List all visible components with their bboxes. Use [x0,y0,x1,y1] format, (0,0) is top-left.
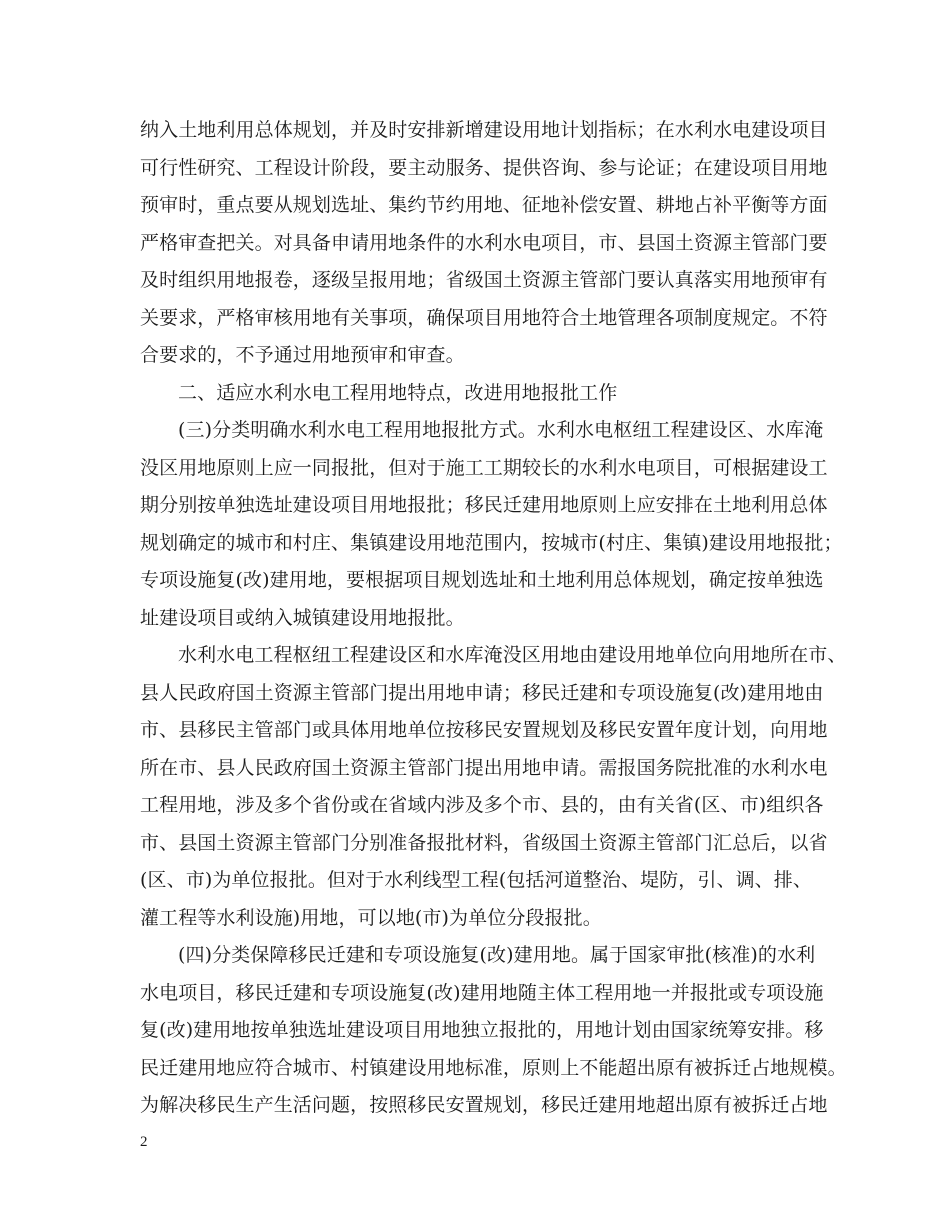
text-line: 为解决移民生产生活问题，按照移民安置规划，移民迁建用地超出原有被拆迁占地 [140,1094,828,1116]
document-body [140,112,847,1125]
text-line: 及时组织用地报卷，逐级呈报用地；省级国土资源主管部门要认真落实用地预审有 [140,269,828,291]
text-line: 关要求，严格审核用地有关事项，确保项目用地符合土地管理各项制度规定。不符 [140,306,828,329]
text-line: 合要求的，不予通过用地预审和审查。 [140,344,465,366]
text-line: 预审时，重点要从规划选址、集约节约用地、征地补偿安置、耕地占补平衡等方面 [140,194,828,216]
page-number: 2 [140,1134,148,1150]
text-line: (四)分类保障移民迁建和专项设施复(改)建用地。属于国家审批(核准)的水利 [178,944,816,966]
text-line: 严格审查把关。对具备申请用地条件的水利水电项目，市、县国土资源主管部门要 [140,231,828,254]
text-line: 规划确定的城市和村庄、集镇建设用地范围内，按城市(村庄、集镇)建设用地报批； [140,531,843,554]
text-line: 水利水电工程枢纽工程建设区和水库淹没区用地由建设用地单位向用地所在市、 [178,644,847,666]
text-line: 灌工程等水利设施)用地，可以地(市)为单位分段报批。 [140,906,602,929]
text-line: 期分别按单独选址建设项目用地报批；移民迁建用地原则上应安排在土地利用总体 [140,494,828,516]
text-line: 民迁建用地应符合城市、村镇建设用地标准，原则上不能超出原有被拆迁占地规模。 [140,1056,847,1079]
text-line: (区、市)为单位报批。但对于水利线型工程(包括河道整治、堤防，引、调、排、 [140,869,812,891]
text-line: 县人民政府国土资源主管部门提出用地申请；移民迁建和专项设施复(改)建用地由 [140,681,824,704]
text-line: 所在市、县人民政府国土资源主管部门提出用地申请。需报国务院批准的水利水电 [140,756,828,779]
text-line: 工程用地，涉及多个省份或在省域内涉及多个市、县的，由有关省(区、市)组织各 [140,794,824,816]
text-line: 纳入土地利用总体规划，并及时安排新增建设用地计划指标；在水利水电建设项目 [140,119,828,141]
text-line: 水电项目，移民迁建和专项设施复(改)建用地随主体工程用地一并报批或专项设施 [140,981,824,1004]
text-line: 二、适应水利水电工程用地特点，改进用地报批工作 [178,381,618,404]
text-line: 市、县国土资源主管部门分别准备报批材料，省级国土资源主管部门汇总后，以省 [140,831,828,854]
text-line: 复(改)建用地按单独选址建设项目用地独立报批的，用地计划由国家统筹安排。移 [140,1019,824,1041]
text-line: 址建设项目或纳入城镇建设用地报批。 [140,606,465,629]
text-line: 专项设施复(改)建用地，要根据项目规划选址和土地利用总体规划，确定按单独选 [140,569,824,591]
text-line: 可行性研究、工程设计阶段，要主动服务、提供咨询、参与论证；在建设项目用地 [140,156,828,179]
text-line: 市、县移民主管部门或具体用地单位按移民安置规划及移民安置年度计划，向用地 [140,719,828,741]
text-line: (三)分类明确水利水电工程用地报批方式。水利水电枢纽工程建设区、水库淹 [178,419,824,441]
text-line: 没区用地原则上应一同报批，但对于施工工期较长的水利水电项目，可根据建设工 [140,456,828,479]
